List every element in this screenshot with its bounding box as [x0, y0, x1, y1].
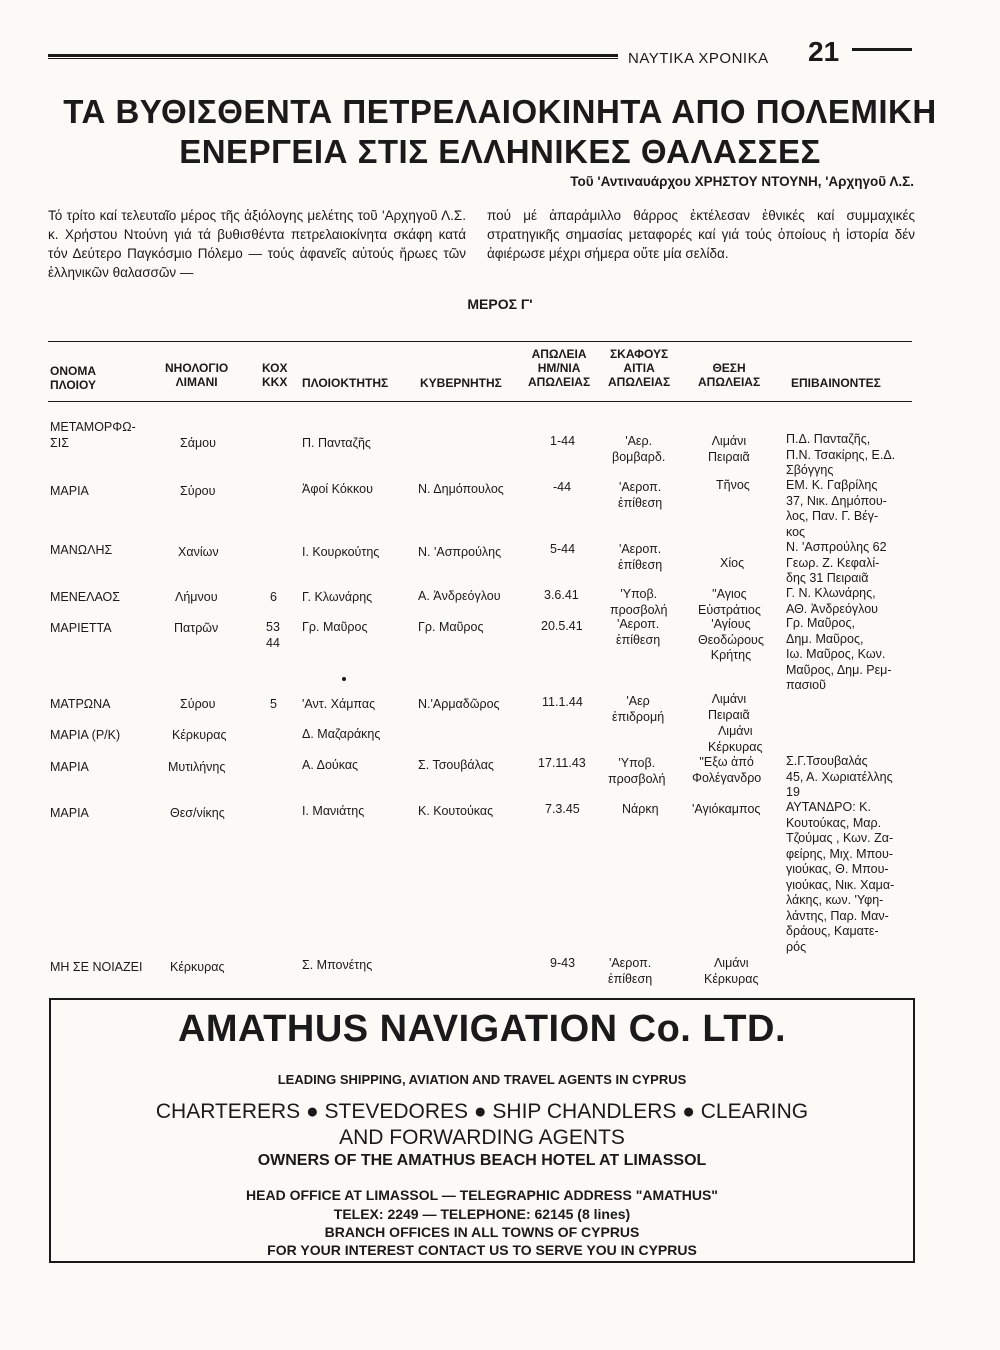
- cell-captain: Γρ. Μαῦρος: [418, 620, 484, 634]
- header-rule-thin: [48, 58, 618, 59]
- cell-name: ΜΑΡΙΑ: [50, 760, 89, 774]
- cell-name: ΜΗ ΣΕ ΝΟΙΑΖΕΙ: [50, 960, 143, 974]
- cell-cause: 'Αερ. βομβαρδ.: [612, 434, 666, 464]
- cell-date: 7.3.45: [545, 802, 580, 816]
- magazine-name: ΝΑΥΤΙΚΑ ΧΡΟΝΙΚΑ: [628, 50, 769, 67]
- table-header-rule: [48, 401, 912, 402]
- header-rule-right: [852, 48, 912, 51]
- cell-tonnage: 6: [270, 590, 277, 604]
- cell-cause: 'Αεροπ. ἐπίθεση: [608, 956, 653, 986]
- cell-captain: Κ. Κουτούκας: [418, 804, 494, 818]
- ad-services-line2: AND FORWARDING AGENTS: [339, 1126, 625, 1149]
- col-header-captain: ΚΥΒΕΡΝΗΤΗΣ: [420, 376, 502, 390]
- col-header-cause: ΣΚΑΦΟΥΣ ΑΙΤΙΑ ΑΠΩΛΕΙΑΣ: [608, 347, 671, 389]
- cell-cause: 'Υποβ. προσβολή: [608, 756, 666, 786]
- cell-date: 9-43: [550, 956, 576, 970]
- ad-telex: TELEX: 2249 — TELEPHONE: 62145 (8 lines): [333, 1206, 631, 1222]
- cell-name: ΜΕΝΕΛΑΟΣ: [50, 590, 120, 604]
- cell-cause: 'Υποβ. προσβολή: [610, 587, 668, 617]
- part-heading: ΜΕΡΟΣ Γ': [467, 296, 533, 312]
- cell-location: Χίος: [720, 556, 745, 570]
- cell-captain: Α. Ἀνδρεόγλου: [418, 589, 501, 603]
- cell-port: Κέρκυρας: [170, 960, 225, 974]
- cell-location: Λιμάνι Πειραιᾶ: [708, 434, 750, 464]
- cell-date: 5-44: [550, 542, 576, 556]
- intro-right-column: πού μέ ἀπαράμιλλο θάρρος ἐκτέλεσαν ἐθνικές καί συμμαχικές στρατηγικῆς σημασίας μεταφορές καί γιά τούς ὁποίους ἡ ἱστορία δέν ἀφιέρωσε μέχρι σήμερα οὔτε μία σελίδα.: [487, 208, 915, 261]
- cell-owner: Ι. Κουρκούτης: [302, 545, 380, 559]
- col-header-port: ΝΗΟΛΟΓΙΟ ΛΙΜΑΝΙ: [165, 361, 229, 389]
- article-title-line1: ΤΑ ΒΥΘΙΣΘΕΝΤΑ ΠΕΤΡΕΛΑΙΟΚΙΝΗΤΑ ΑΠΟ ΠΟΛΕΜΙΚΗ: [63, 93, 937, 130]
- cell-location: Τῆνος: [716, 478, 750, 492]
- cell-cause: Νάρκη: [622, 802, 659, 816]
- cell-port: Σύρου: [180, 697, 216, 711]
- cell-captain: Ν.'Αρμαδῶρος: [418, 697, 500, 711]
- cell-date: 3.6.41: [544, 588, 579, 602]
- cell-cause: 'Αεροπ. ἐπίθεση: [616, 617, 661, 647]
- cell-owner: Α. Δούκας: [302, 758, 359, 772]
- cell-name: ΜΑΡΙΑ: [50, 806, 89, 820]
- ad-tagline: LEADING SHIPPING, AVIATION AND TRAVEL AGENTS IN CYPRUS: [277, 1072, 687, 1087]
- ad-company-name: AMATHUS NAVIGATION Co. LTD.: [177, 1008, 787, 1050]
- cell-date: 17.11.43: [538, 756, 586, 770]
- cell-owner: 'Αντ. Χάμπας: [302, 697, 376, 711]
- cell-port: Σάμου: [180, 436, 216, 450]
- cell-captain: Σ. Τσουβάλας: [418, 758, 494, 772]
- cell-cause: 'Αεροπ. ἐπίθεση: [618, 542, 663, 572]
- article-title-line2: ΕΝΕΡΓΕΙΑ ΣΤΙΣ ΕΛΛΗΝΙΚΕΣ ΘΑΛΑΣΣΕΣ: [179, 133, 821, 170]
- advertisement-box: [49, 998, 915, 1263]
- cell-port: Πατρῶν: [174, 621, 219, 635]
- cell-owner: Ι. Μανιάτης: [302, 804, 365, 818]
- ad-services-line1: CHARTERERS ● STEVEDORES ● SHIP CHANDLERS ● CLEARING: [155, 1100, 809, 1123]
- cell-owner: Π. Πανταζῆς: [302, 436, 371, 450]
- cell-name: ΜΑΤΡΩΝΑ: [50, 697, 111, 711]
- cell-crew: Γρ. Μαῦρος, Δημ. Μαῦρος, Ιω. Μαῦρος, Κων. Μαῦρος, Δημ. Ρεμ- πασιοῦ: [786, 616, 892, 692]
- cell-crew: Π.Δ. Πανταζῆς, Π.Ν. Τσακίρης, Ε.Δ. Σβόγγης: [786, 432, 896, 477]
- cell-date: 1-44: [550, 434, 576, 448]
- col-header-date: ΑΠΩΛΕΙΑ ΗΜ/ΝΙΑ ΑΠΩΛΕΙΑΣ: [528, 347, 591, 389]
- page-number: 21: [808, 36, 840, 67]
- article-title: [60, 92, 940, 172]
- cell-captain: Ν. 'Ασπρούλης: [418, 545, 502, 559]
- cell-location: Λιμάνι Πειραιᾶ: [708, 692, 750, 722]
- cell-location: Λιμάνι Κέρκυρας: [708, 724, 763, 754]
- cell-crew: Σ.Γ.Τσουβαλάς 45, Α. Χωριατέλλης 19: [786, 754, 893, 799]
- cell-name: ΜΕΤΑΜΟΡΦΩ- ΣΙΣ: [50, 420, 136, 450]
- cell-date: 20.5.41: [541, 619, 583, 633]
- table-top-rule: [48, 341, 912, 342]
- ad-hotel: OWNERS OF THE AMATHUS BEACH HOTEL AT LIMASSOL: [257, 1152, 707, 1169]
- cell-date: 11.1.44: [542, 695, 583, 709]
- cell-owner: Δ. Μαζαράκης: [302, 727, 381, 741]
- cell-owner: Γρ. Μαῦρος: [302, 620, 368, 634]
- cell-location: "Αγιος Εὐστράτιος: [698, 587, 761, 617]
- col-header-owner: ΠΛΟΙΟΚΤΗΤΗΣ: [302, 376, 389, 390]
- cell-location: Λιμάνι Κέρκυρας: [704, 956, 759, 986]
- cell-owner: Γ. Κλωνάρης: [302, 590, 373, 604]
- cell-port: Μυτιλήνης: [168, 760, 226, 774]
- cell-tonnage: 53 44: [266, 620, 280, 650]
- ad-head-office: HEAD OFFICE AT LIMASSOL — TELEGRAPHIC ADDRESS "AMATHUS": [246, 1187, 718, 1203]
- cell-name: ΜΑΡΙΑ (Ρ/Κ): [50, 728, 121, 742]
- cell-crew: ΕΜ. Κ. Γαβρίλης 37, Νικ. Δημόπου- λος, Παν. Γ. Βέγ- κος: [786, 478, 887, 539]
- cell-location: 'Αγιόκαμπος: [692, 802, 761, 816]
- cell-owner: Σ. Μπονέτης: [302, 958, 373, 972]
- cell-location: "Εξω ἀπό Φολέγανδρο: [692, 755, 762, 785]
- cell-port: Κέρκυρας: [172, 728, 227, 742]
- col-header-location: ΘΕΣΗ ΑΠΩΛΕΙΑΣ: [698, 361, 761, 389]
- cell-cause: 'Αεροπ. ἐπίθεση: [618, 480, 663, 510]
- cell-port: Λήμνου: [175, 590, 218, 604]
- cell-name: ΜΑΡΙΕΤΤΑ: [50, 621, 112, 635]
- header-rule: [48, 54, 618, 57]
- cell-cause: 'Αερ ἐπιδρομή: [612, 694, 665, 724]
- cell-location: 'Αγίους Θεοδώρους Κρήτης: [698, 617, 764, 662]
- cell-port: Θεσ/νίκης: [170, 806, 225, 820]
- intro-left-column: Τό τρίτο καί τελευταῖο μέρος τῆς ἀξιόλογης μελέτης τοῦ 'Αρχηγοῦ Λ.Σ. κ. Χρήστου Ντούνη γιά τά βυθισθέντα πετρελαιοκίνητα σκάφη κατά τόν Δεύτερο Παγκόσμιο Πόλεμο — τούς ἀφανεῖς αὐτούς ἥρωες τῶν ἑλληνικῶν θαλασσῶν —: [48, 208, 466, 280]
- cell-port: Σύρου: [180, 484, 216, 498]
- cell-captain: Ν. Δημόπουλος: [418, 482, 504, 496]
- cell-crew: ΑΥΤΑΝΔΡΟ: Κ. Κουτούκας, Μαρ. Τζούμας , Κων. Ζα- φείρης, Μιχ. Μπου- γιούκας, Θ. Μπου- γιούκας, Νικ. Χαμα- λάκης, κων. 'Υφη- λάντης, Παρ. Μαν- δράους, Καματε- ρός: [786, 800, 895, 954]
- article-author: Τοῦ 'Αντιναυάρχου ΧΡΗΣΤΟΥ ΝΤΟΥΝΗ, 'Αρχηγοῦ Λ.Σ.: [570, 174, 914, 189]
- print-mark: [342, 677, 346, 681]
- ad-contact: FOR YOUR INTEREST CONTACT US TO SERVE YOU IN CYPRUS: [267, 1242, 697, 1258]
- col-header-tonnage: ΚΟΧ ΚΚΧ: [262, 361, 288, 389]
- cell-name: ΜΑΡΙΑ: [50, 484, 89, 498]
- cell-date: -44: [553, 480, 572, 494]
- cell-tonnage: 5: [270, 697, 277, 711]
- cell-port: Χανίων: [178, 545, 219, 559]
- ad-branches: BRANCH OFFICES IN ALL TOWNS OF CYPRUS: [324, 1224, 640, 1240]
- cell-owner: Ἀφοί Κόκκου: [302, 482, 373, 496]
- cell-crew: Ν. 'Ασπρούλης 62 Γεωρ. Ζ. Κεφαλί- δης 31 Πειραιᾶ: [786, 540, 887, 585]
- cell-crew: Γ. Ν. Κλωνάρης, ΑΘ. Ἀνδρεόγλου: [786, 586, 879, 616]
- col-header-crew: ΕΠΙΒΑΙΝΟΝΤΕΣ: [791, 376, 881, 390]
- cell-name: ΜΑΝΩΛΗΣ: [50, 543, 113, 557]
- col-header-name: ΟΝΟΜΑ ΠΛΟΙΟΥ: [50, 364, 97, 392]
